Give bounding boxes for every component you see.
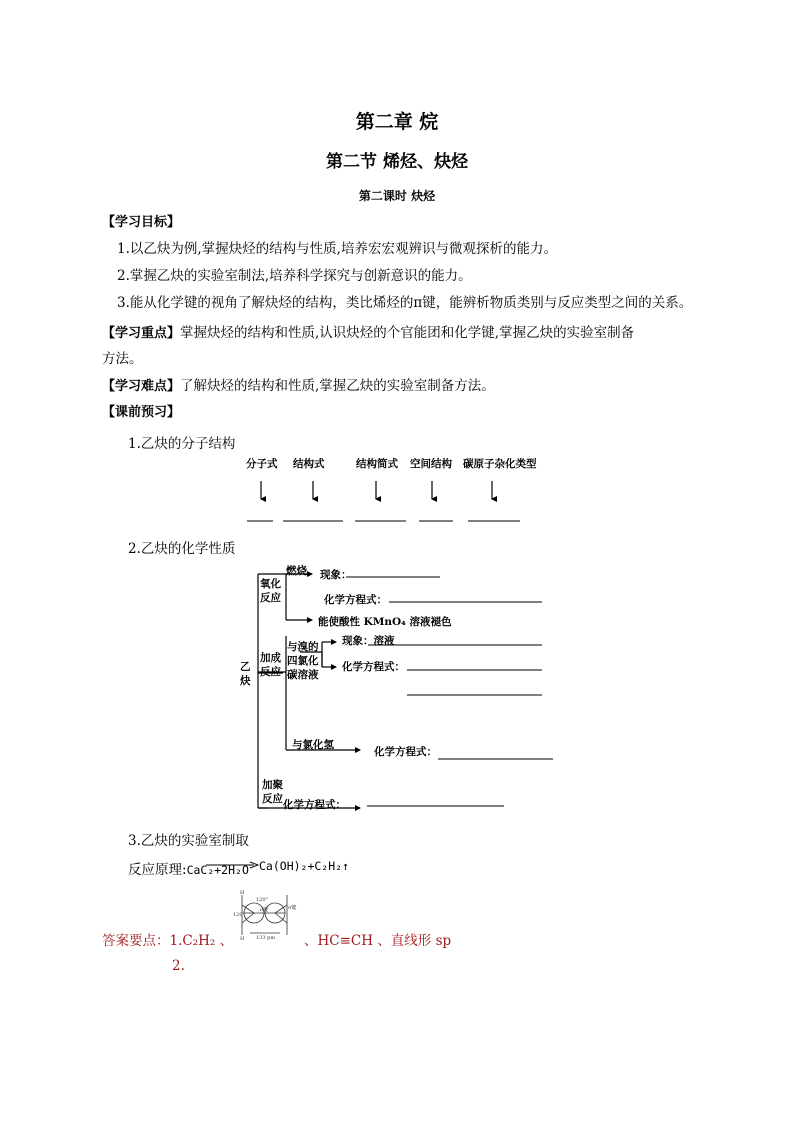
chapter-title: 第二章 烷 bbox=[355, 111, 439, 133]
difficulty-text: 了解炔烃的结构和性质,掌握乙炔的实验室制备方法。 bbox=[180, 378, 495, 394]
answer-rest: 、HC≡CH 、直线形 sp bbox=[304, 933, 452, 949]
tree-root: 乙炔 bbox=[240, 661, 251, 687]
bond-length-label: 133 pm bbox=[256, 935, 276, 941]
phenomenon-label: 现象： bbox=[320, 569, 352, 581]
answer-formula: 1.C₂H₂ 、 bbox=[169, 933, 234, 949]
equation2-label: 化学方程式： bbox=[342, 661, 405, 673]
objective-item: 3.能从化学键的视角了解炔烃的结构，类比烯烃的π键，能辨析物质类别与反应类型之间的关系。 bbox=[117, 295, 693, 311]
hcl-label: 与氯化氢 bbox=[292, 739, 334, 751]
equation3-label: 化学方程式： bbox=[374, 746, 437, 758]
h-atom-label: H bbox=[240, 890, 245, 896]
kmno4-label: 能使酸性 KMnO₄ 溶液褪色 bbox=[318, 616, 452, 628]
combustion-label: 燃烧 bbox=[286, 565, 307, 577]
principle-label: 反应原理: bbox=[128, 862, 187, 878]
oxidation-label: 氧化反应 bbox=[260, 578, 281, 604]
pi-bond-label: π键 bbox=[260, 907, 269, 913]
difficulty-heading: 【学习难点】 bbox=[102, 379, 181, 394]
q1-label: 结构简式 bbox=[356, 458, 398, 470]
objectives-heading: 【学习目标】 bbox=[102, 215, 181, 230]
objective-item: 1.以乙炔为例,掌握炔烃的结构与性质,培养宏宏观辨识与微观探析的能力。 bbox=[117, 241, 557, 257]
sigma-bond-label: σ键 bbox=[288, 905, 297, 911]
q1-title: 1.乙炔的分子结构 bbox=[128, 436, 236, 452]
products: Ca(OH)₂+C₂H₂↑ bbox=[259, 859, 350, 873]
angle-label: 120° bbox=[256, 897, 269, 903]
q1-label: 结构式 bbox=[293, 458, 325, 470]
bromine-label: 与溴的四氯化碳溶液 bbox=[287, 641, 319, 681]
h-atom-label: H bbox=[240, 936, 245, 941]
reaction-arrow-icon bbox=[204, 858, 260, 872]
answer-line-1 bbox=[102, 929, 233, 949]
preview-heading: 【课前预习】 bbox=[102, 405, 181, 420]
angle-label: 120° bbox=[233, 912, 246, 918]
key-points-text-cont: 方法。 bbox=[102, 351, 143, 367]
polymerization-label: 加聚反应 bbox=[262, 779, 283, 805]
equation4-label: 化学方程式： bbox=[283, 799, 346, 811]
answer-2: 2. bbox=[172, 958, 185, 974]
section-title: 第二节 烯烃、炔烃 bbox=[326, 152, 468, 172]
key-points-heading: 【学习重点】 bbox=[102, 326, 181, 341]
q1-label: 空间结构 bbox=[410, 458, 452, 470]
acetylene-structure-diagram bbox=[232, 889, 298, 941]
q1-label: 碳原子杂化类型 bbox=[463, 458, 537, 470]
phenomenon2-label: 现象：溶液 bbox=[342, 635, 395, 647]
answer-label: 答案要点： bbox=[102, 933, 170, 949]
q3-title: 3.乙炔的实验室制取 bbox=[128, 833, 249, 849]
equation-label: 化学方程式： bbox=[324, 594, 387, 606]
addition-label: 加成反应 bbox=[260, 652, 281, 678]
key-points-text: 掌握炔烃的结构和性质,认识炔烃的个官能团和化学键,掌握乙炔的实验室制备 bbox=[180, 325, 635, 341]
reactants: CaC₂+2H₂O bbox=[186, 863, 249, 877]
q1-label: 分子式 bbox=[246, 458, 278, 470]
objective-item: 2.掌握乙炔的实验室制法,培养科学探究与创新意识的能力。 bbox=[117, 268, 472, 284]
q2-title: 2.乙炔的化学性质 bbox=[128, 541, 236, 557]
lesson-title: 第二课时 炔烃 bbox=[358, 189, 436, 203]
